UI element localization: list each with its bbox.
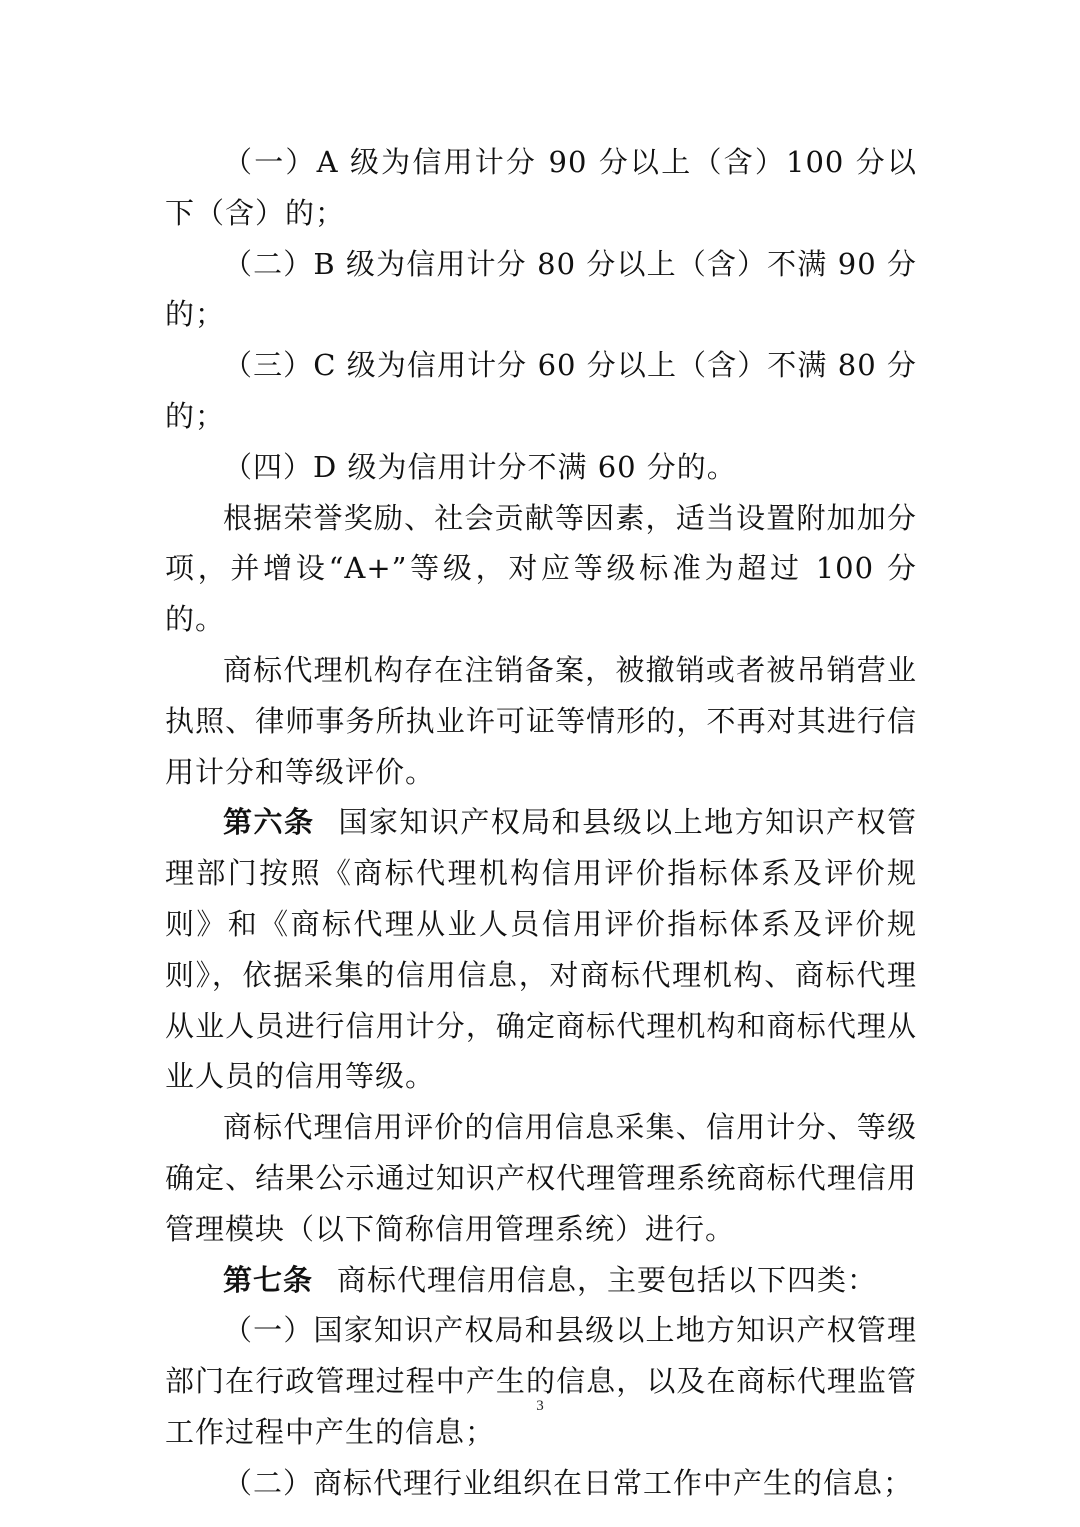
info-type-1-paragraph: （一）国家知识产权局和县级以上地方知识产权管理部门在行政管理过程中产生的信息，以及在商标代理监管工作过程中产生的信息； — [165, 1313, 917, 1449]
bonus-points-paragraph: 根据荣誉奖励、社会贡献等因素，适当设置附加加分项，并增设“A+”等级，对应等级标准为超过 100 分的。 — [165, 500, 917, 637]
grade-b-paragraph: （二）B 级为信用计分 80 分以上（含）不满 90 分的； — [165, 246, 917, 332]
article-6-body: 国家知识产权局和县级以上地方知识产权管理部门按照《商标代理机构信用评价指标体系及评价规则》和《商标代理从业人员信用评价指标体系及评价规则》，依据采集的信用信息，对商标代理机构、商标代理从业人员进行信用计分，确定商标代理机构和商标代理从业人员的信用等级。 — [165, 805, 917, 1094]
grade-c-paragraph: （三）C 级为信用计分 60 分以上（含）不满 80 分的； — [165, 348, 917, 433]
article-7-paragraph — [165, 1255, 917, 1306]
article-7-body: 商标代理信用信息，主要包括以下四类： — [337, 1262, 878, 1297]
credit-system-paragraph: 商标代理信用评价的信用信息采集、信用计分、等级确定、结果公示通过知识产权代理管理系统商标代理信用管理模块（以下简称信用管理系统）进行。 — [165, 1110, 917, 1246]
article-6-title: 第六条 — [223, 805, 315, 840]
info-type-2-paragraph: （二）商标代理行业组织在日常工作中产生的信息； — [223, 1465, 914, 1500]
grade-d-paragraph: （四）D 级为信用计分不满 60 分的。 — [223, 449, 737, 484]
article-6-paragraph — [165, 797, 917, 1102]
document-body — [165, 137, 917, 1509]
grade-a-paragraph: （一）A 级为信用计分 90 分以上（含）100 分以下（含）的； — [165, 145, 917, 230]
page-number: 3 — [536, 1398, 544, 1414]
deregistration-paragraph: 商标代理机构存在注销备案，被撤销或者被吊销营业执照、律师事务所执业许可证等情形的，不再对其进行信用计分和等级评价。 — [165, 652, 917, 789]
article-7-title: 第七条 — [223, 1262, 314, 1297]
